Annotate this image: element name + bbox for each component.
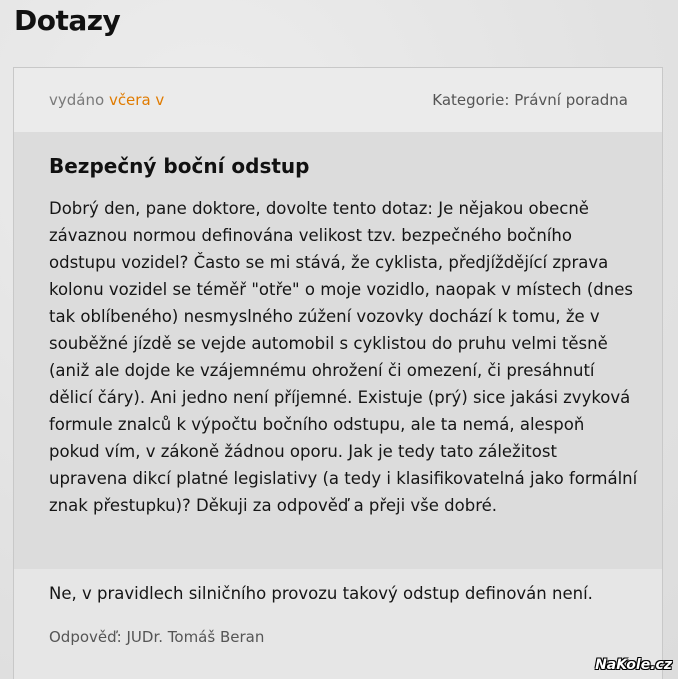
- answer-author-label: Odpověď:: [49, 628, 122, 646]
- page-title: Dotazy: [14, 4, 121, 37]
- published-info: [49, 91, 164, 109]
- published-prefix: vydáno: [49, 91, 105, 109]
- published-date-link[interactable]: včera v: [108, 91, 165, 109]
- category-info: [432, 91, 628, 109]
- question-box: [14, 132, 662, 569]
- site-watermark: NaKole.cz: [595, 657, 672, 673]
- answer-text: Ne, v pravidlech silničního provozu takový odstup definován není.: [49, 584, 593, 603]
- question-body: Dobrý den, pane doktore, dovolte tento dotaz: Je nějakou obecně závaznou normou definována velikost tzv. bezpečného bočního odstupu vozidel? Často se mi stává, že cyklista, předjíždějící zprava kolonu vozidel se téměř "otře" o moje vozidlo, naopak v místech (dnes tak oblíbeného) nesmyslného zúžení vozovky dochází k tomu, že v souběžné jízdě se vejde automobil s cyklistou do pruhu velmi těsně (aniž ale dojde ke vzájemnému ohrožení či omezení, či presáhnutí dělicí čáry). Ani jedno není příjemné. Existuje (prý) sice jakási zvyková formule znalců k výpočtu bočního odstupu, ale ta nemá, alespoň pokud vím, v zákoně žádnou oporu. Jak je tedy tato záležitost upravena dikcí platné legislativy (a tedy i klasifikovatelná jako formální znak přestupku)? Děkuji za odpověď a přeji vše dobré.: [49, 199, 638, 515]
- question-title: Bezpečný boční odstup: [49, 154, 310, 178]
- answer-author-name: JUDr. Tomáš Beran: [126, 628, 265, 646]
- category-label: Kategorie:: [432, 91, 510, 109]
- answer-author: [49, 628, 264, 646]
- meta-bar: [14, 68, 662, 132]
- category-link[interactable]: Právní poradna: [514, 91, 628, 109]
- question-card: [13, 67, 663, 679]
